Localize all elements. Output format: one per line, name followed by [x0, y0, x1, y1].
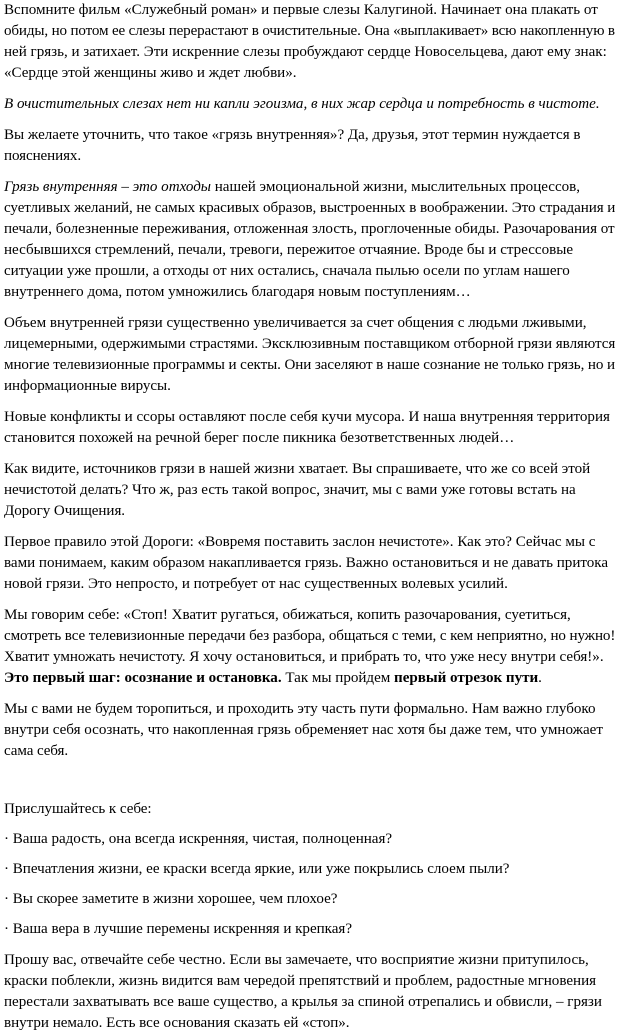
text-line: Как видите, источников грязи в нашей жизни хватает. Вы спрашиваете, что же со всей этой [4, 461, 591, 477]
text-line: внутри себя осознать, что накопленная грязь обременяет нас хотя бы даже тем, что умножает [4, 722, 603, 738]
text-span: Так мы пройдем [281, 670, 395, 686]
list-item: · Ваша вера в лучшие перемены искренняя и крепкая? [4, 921, 352, 937]
paragraph-first-rule [4, 532, 617, 595]
text-line: новой грязи. Это непросто, и потребует от нас существенных волевых усилий. [4, 576, 508, 592]
text-line: Мы говорим себе: «Стоп! Хватит ругаться, обижаться, копить разочарования, суетиться, [4, 607, 571, 623]
text-line: суетливых желаний, не самых красивых образов, выстроенных в воображении. Это страдания и [4, 200, 616, 216]
text-line: лицемерными, одержимыми страстями. Эксклюзивным поставщиком отборной грязи являются [4, 336, 616, 352]
text-line: Прошу вас, отвечайте себе честно. Если вы замечаете, что восприятие жизни притупилось, [4, 952, 589, 968]
list-item: · Впечатления жизни, ее краски всегда яркие, или уже покрылись слоем пыли? [4, 861, 510, 877]
text-line: смотреть все телевизионные передачи без разбора, общаться с теми, с кем неприятно, но нужно! [4, 628, 616, 644]
text-line: нечистотой делать? Что ж, раз есть такой вопрос, значит, мы с вами уже готовы встать на [4, 482, 576, 498]
text-line: многие телевизионные программы и секты. Они заселяют в наше сознание не только грязь, но и [4, 357, 616, 373]
text-line: обиды, но потом ее слезы перерастают в очистительные. Она «выплакивает» всю накопленную в [4, 23, 615, 39]
italic-term: Грязь внутренняя – это отходы [4, 179, 212, 195]
text-span: нашей эмоциональной жизни, мыслительных процессов, [211, 179, 581, 195]
text-line: «Сердце этой женщины живо и ждет любви». [4, 65, 297, 81]
text-line [4, 177, 616, 198]
paragraph-stop [4, 605, 617, 689]
text-line: Хватит умножать нечистоту. Я хочу остановиться, и прибрать то, что уже несу внутри себя!». [4, 649, 604, 665]
bold-first-segment: первый отрезок пути [394, 670, 539, 686]
paragraph-kalugina [4, 0, 617, 84]
italic-line: В очистительных слезах нет ни капли эгоизма, в них жар сердца и потребность в чистоте. [4, 96, 600, 112]
text-line: Объем внутренней грязи существенно увеличивается за счет общения с людьми лживыми, [4, 315, 587, 331]
text-line: пояснениях. [4, 148, 82, 164]
text-line: Вспомните фильм «Служебный роман» и первые слезы Калугиной. Начинает она плакать от [4, 2, 598, 18]
list-item: · Вы скорее заметите в жизни хорошее, чем плохое? [4, 891, 338, 907]
text-line: печали, болезненные переживания, отложенная злость, проглоченные обиды. Разочарования от [4, 221, 615, 237]
text-line: краски поблекли, жизнь видится вам чередой препятствий и проблем, радостные мгновения [4, 973, 597, 989]
paragraph-question [4, 125, 617, 167]
text-line: Прислушайтесь к себе: [4, 801, 152, 817]
text-line: ситуации уже прошли, а отходы от них остались, сначала пылью осели по углам нашего [4, 263, 570, 279]
paragraph-volume [4, 313, 617, 397]
text-line: ней грязь, и затихает. Эти искренние слезы пробуждают сердце Новосельцева, дают ему знак: [4, 44, 607, 60]
paragraph-definition [4, 177, 617, 303]
text-line: перестали захватывать все ваше существо, а крылья за спиной отрепались и обвисли, – грязи [4, 994, 602, 1010]
text-span: . [538, 670, 542, 686]
text-line: вами понимаем, каким образом накапливается грязь. Важно остановиться и не давать притока [4, 555, 609, 571]
list-item: · Ваша радость, она всегда искренняя, чистая, полноценная? [4, 831, 393, 847]
text-line: внутреннего дома, потом умножились благодаря новым поступлениям… [4, 284, 471, 300]
text-line: Вы желаете уточнить, что такое «грязь внутренняя»? Да, друзья, этот термин нуждается в [4, 127, 581, 143]
text-line: Мы с вами не будем торопиться, и проходить эту часть пути формально. Нам важно глубоко [4, 701, 596, 717]
paragraph-italic-quote [4, 94, 617, 115]
text-line: сама себя. [4, 743, 69, 759]
text-line: внутри немало. Есть все основания сказать ей «стоп». [4, 1015, 350, 1031]
paragraph-conflicts [4, 407, 617, 449]
bullet-list [4, 829, 617, 940]
paragraph-answer-honestly [4, 950, 617, 1034]
text-line: становится похожей на речной берег после пикника безответственных людей… [4, 430, 515, 446]
paragraph-no-hurry [4, 699, 617, 762]
paragraph-sources [4, 459, 617, 522]
text-line: несбывшихся стремлений, печали, тревоги, пережитое отчаяние. Вроде бы и стрессовые [4, 242, 574, 258]
text-line: Новые конфликты и ссоры оставляют после себя кучи мусора. И наша внутренняя территория [4, 409, 610, 425]
paragraph-listen [4, 799, 617, 820]
text-line [4, 668, 616, 689]
text-line: Первое правило этой Дороги: «Вовремя поставить заслон нечистоте». Как это? Сейчас мы с [4, 534, 596, 550]
text-line: информационные вирусы. [4, 378, 171, 394]
bold-first-step: Это первый шаг: осознание и остановка. [4, 670, 282, 686]
text-line: Дорогу Очищения. [4, 503, 126, 519]
